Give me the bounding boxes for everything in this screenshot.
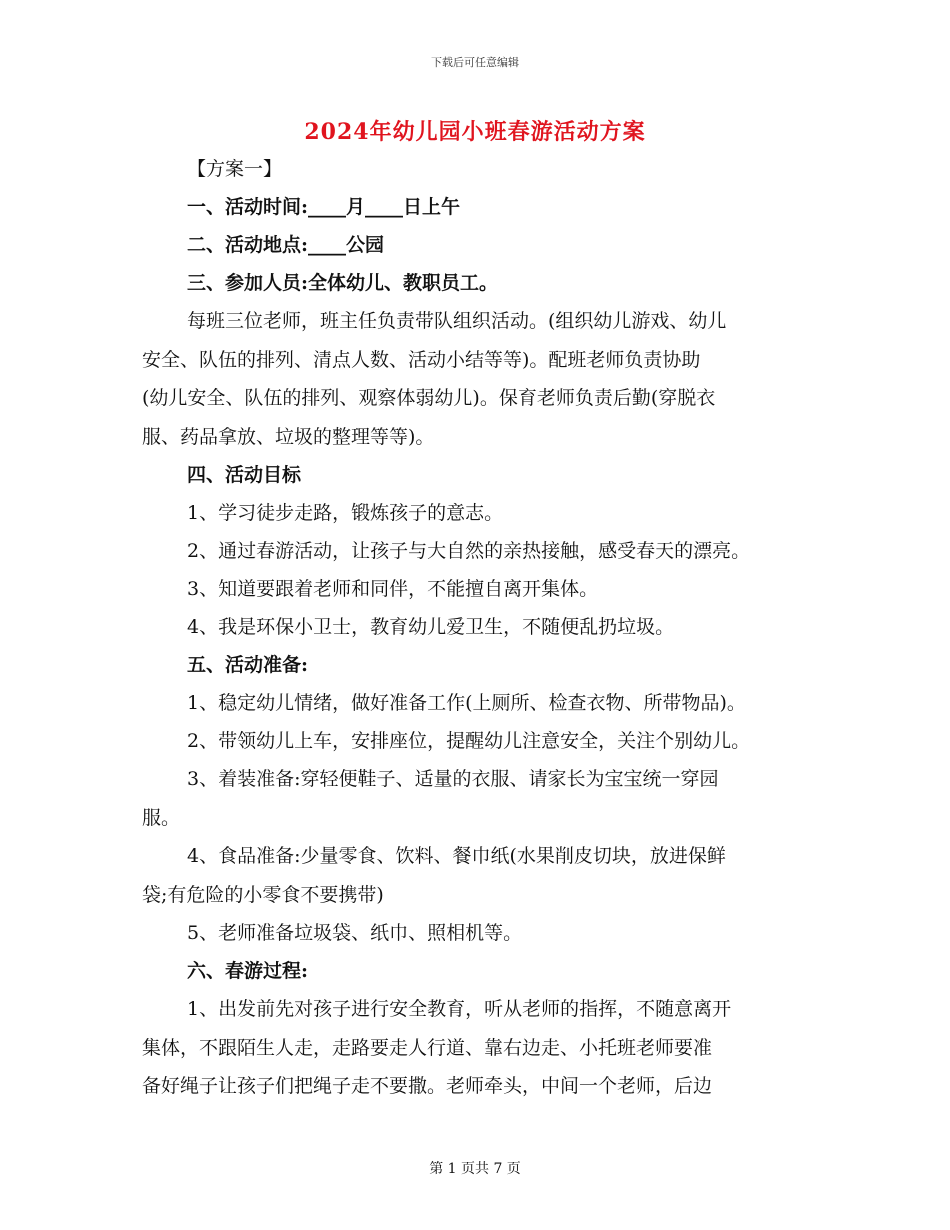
staff-paragraph bbox=[142, 302, 812, 456]
paragraph-line: 集体，不跟陌生人走，走路要走人行道、靠右边走、小托班老师要准 bbox=[142, 1036, 713, 1059]
header-note: 下载后可任意编辑 bbox=[431, 56, 519, 69]
page-footer: 第 1 页共 7 页 bbox=[429, 1161, 521, 1177]
paragraph-line: 安全、队伍的排列、清点人数、活动小结等等)。配班老师负责协助 bbox=[142, 348, 701, 371]
goal-item: 1、学习徒步走路，锻炼孩子的意志。 bbox=[187, 502, 504, 524]
section-process: 六、春游过程: bbox=[187, 960, 309, 982]
paragraph-line: 1、出发前先对孩子进行安全教育，听从老师的指挥，不随意离开 bbox=[187, 998, 732, 1020]
prep-item: 5、老师准备垃圾袋、纸巾、照相机等。 bbox=[187, 922, 523, 944]
paragraph-line: (幼儿安全、队伍的排列、观察体弱幼儿)。保育老师负责后勤(穿脱衣 bbox=[142, 387, 716, 409]
prep-item: 1、稳定幼儿情绪，做好准备工作(上厕所、检查衣物、所带物品)。 bbox=[187, 692, 746, 714]
plan-label: 【方案一】 bbox=[187, 158, 283, 180]
goal-item: 3、知道要跟着老师和同伴，不能擅自离开集体。 bbox=[187, 578, 599, 600]
section-preparation: 五、活动准备: bbox=[187, 654, 309, 676]
paragraph-line: 袋;有危险的小零食不要携带) bbox=[142, 883, 384, 906]
paragraph-line: 4、食品准备:少量零食、饮料、餐巾纸(水果削皮切块，放进保鲜 bbox=[187, 845, 726, 867]
goal-item: 4、我是环保小卫士，教育幼儿爱卫生，不随便乱扔垃圾。 bbox=[187, 616, 675, 638]
document-title: 2024年幼儿园小班春游活动方案 bbox=[304, 119, 646, 145]
prep-item bbox=[142, 837, 812, 914]
paragraph-line: 服、药品拿放、垃圾的整理等等)。 bbox=[142, 425, 435, 448]
prep-item: 2、带领幼儿上车，安排座位，提醒幼儿注意安全，关注个别幼儿。 bbox=[187, 730, 751, 752]
process-item bbox=[142, 990, 812, 1106]
prep-item bbox=[142, 760, 812, 837]
goal-item: 2、通过春游活动，让孩子与大自然的亲热接触，感受春天的漂亮。 bbox=[187, 540, 751, 562]
paragraph-line: 每班三位老师，班主任负责带队组织活动。(组织幼儿游戏、幼儿 bbox=[187, 310, 727, 332]
section-time: 一、活动时间:____月____日上午 bbox=[187, 196, 461, 218]
section-goals: 四、活动目标 bbox=[187, 464, 302, 486]
section-participants: 三、参加人员:全体幼儿、教职员工。 bbox=[187, 272, 499, 294]
section-location: 二、活动地点:____公园 bbox=[187, 234, 385, 256]
document-body bbox=[142, 150, 812, 1106]
paragraph-line: 3、着装准备:穿轻便鞋子、适量的衣服、请家长为宝宝统一穿园 bbox=[187, 768, 719, 790]
paragraph-line: 备好绳子让孩子们把绳子走不要撒。老师牵头，中间一个老师，后边 bbox=[142, 1075, 713, 1097]
paragraph-line: 服。 bbox=[142, 806, 181, 829]
